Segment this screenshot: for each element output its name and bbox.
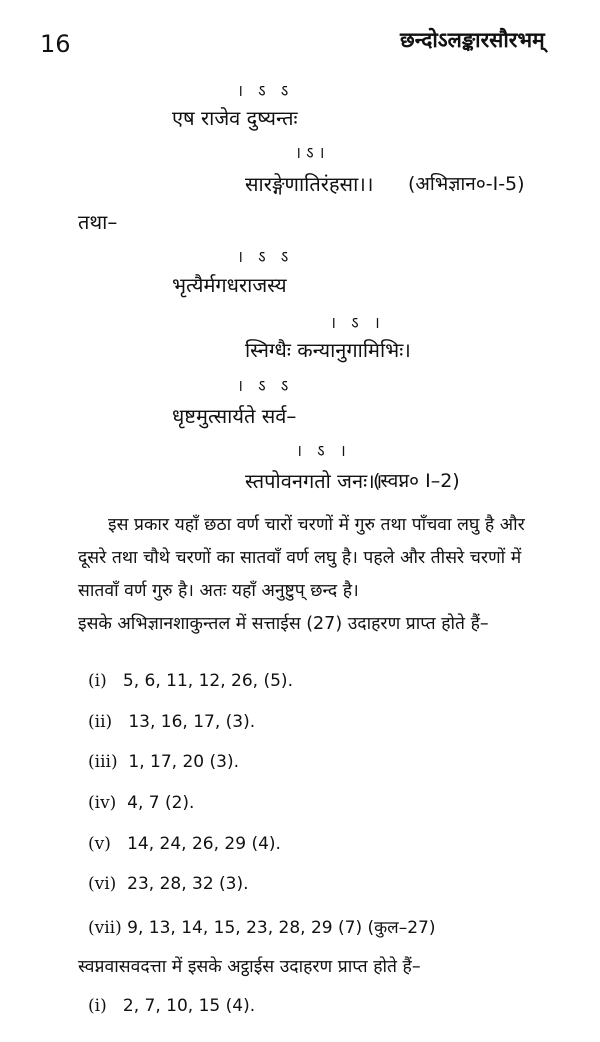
verse-line: सारङ्गेणातिरंहसा।। <box>245 172 374 196</box>
prosody-marks: । ऽ । <box>296 441 351 460</box>
page-number: 16 <box>40 30 71 58</box>
verse-line: स्तपोवनगतो जनः।। <box>245 469 383 493</box>
paragraph-line: इस प्रकार यहाँ छठा वर्ण चारों चरणों में गुरु तथा पाँचवा लघु है और <box>108 515 525 535</box>
list-item-text: 5, 6, 11, 12, 26, (5). <box>122 671 293 691</box>
list-item-label: (vi) <box>88 874 117 894</box>
list-item-text: 4, 7 (2). <box>127 793 195 813</box>
verse-reference: (अभिज्ञान०-I-5) <box>408 173 525 195</box>
running-title: छन्दोऽलङ्कारसौरभम् <box>400 28 545 52</box>
list-item <box>88 834 281 854</box>
list-item-text: 1, 17, 20 (3). <box>128 752 239 772</box>
prosody-marks: । ऽ ऽ <box>237 376 294 395</box>
list-item-label: (iv) <box>88 793 117 813</box>
list-item-label: (i) <box>88 996 107 1016</box>
paragraph-line: इसके अभिज्ञानशाकुन्तल में सत्ताईस (27) उदाहरण प्राप्त होते हैं– <box>78 614 489 634</box>
list-item-text: 2, 7, 10, 15 (4). <box>122 996 256 1016</box>
verse-line: एष राजेव दुष्यन्तः <box>172 106 298 130</box>
verse-line: स्निग्धैः कन्यानुगामिभिः। <box>245 338 411 362</box>
list-item-text: 13, 16, 17, (3). <box>128 712 256 732</box>
prosody-marks: । ऽ ऽ <box>237 247 294 266</box>
list-item <box>88 874 249 894</box>
prosody-marks: ।ऽ। <box>295 143 330 162</box>
paragraph-line: सातवाँ वर्ण गुरु है। अतः यहाँ अनुष्टुप् छन्द है। <box>78 581 359 601</box>
list-item-text: 9, 13, 14, 15, 23, 28, 29 (7) (कुल–27) <box>127 918 436 938</box>
explanation-paragraph <box>78 509 578 641</box>
list-item-label: (vii) <box>88 918 122 938</box>
list-item <box>88 671 293 691</box>
list-item <box>88 915 435 938</box>
prosody-marks: । ऽ । <box>330 313 385 332</box>
list-item <box>88 996 255 1016</box>
list-item-label: (iii) <box>88 752 118 772</box>
verse-line: धृष्टमुत्सार्यते सर्व– <box>172 404 297 428</box>
verse-reference: (स्वप्न० I–2) <box>373 470 460 492</box>
list-item <box>88 752 239 772</box>
list-item <box>88 793 194 813</box>
closing-sentence: स्वप्नवासवदत्ता में इसके अट्ठाईस उदाहरण प्राप्त होते हैं– <box>78 957 421 977</box>
list-item-label: (i) <box>88 671 107 691</box>
list-item-label: (ii) <box>88 712 113 732</box>
list-item-text: 14, 24, 26, 29 (4). <box>127 834 281 854</box>
prosody-marks: । ऽ ऽ <box>237 81 294 100</box>
list-item-label: (v) <box>88 834 111 854</box>
list-item <box>88 712 255 732</box>
transition-word: तथा– <box>78 210 118 234</box>
paragraph-line: दूसरे तथा चौथे चरणों का सातवाँ वर्ण लघु है। पहले और तीसरे चरणों में <box>78 548 522 568</box>
list-item-text: 23, 28, 32 (3). <box>127 874 249 894</box>
verse-line: भृत्यैर्मगधराजस्य <box>172 273 287 297</box>
